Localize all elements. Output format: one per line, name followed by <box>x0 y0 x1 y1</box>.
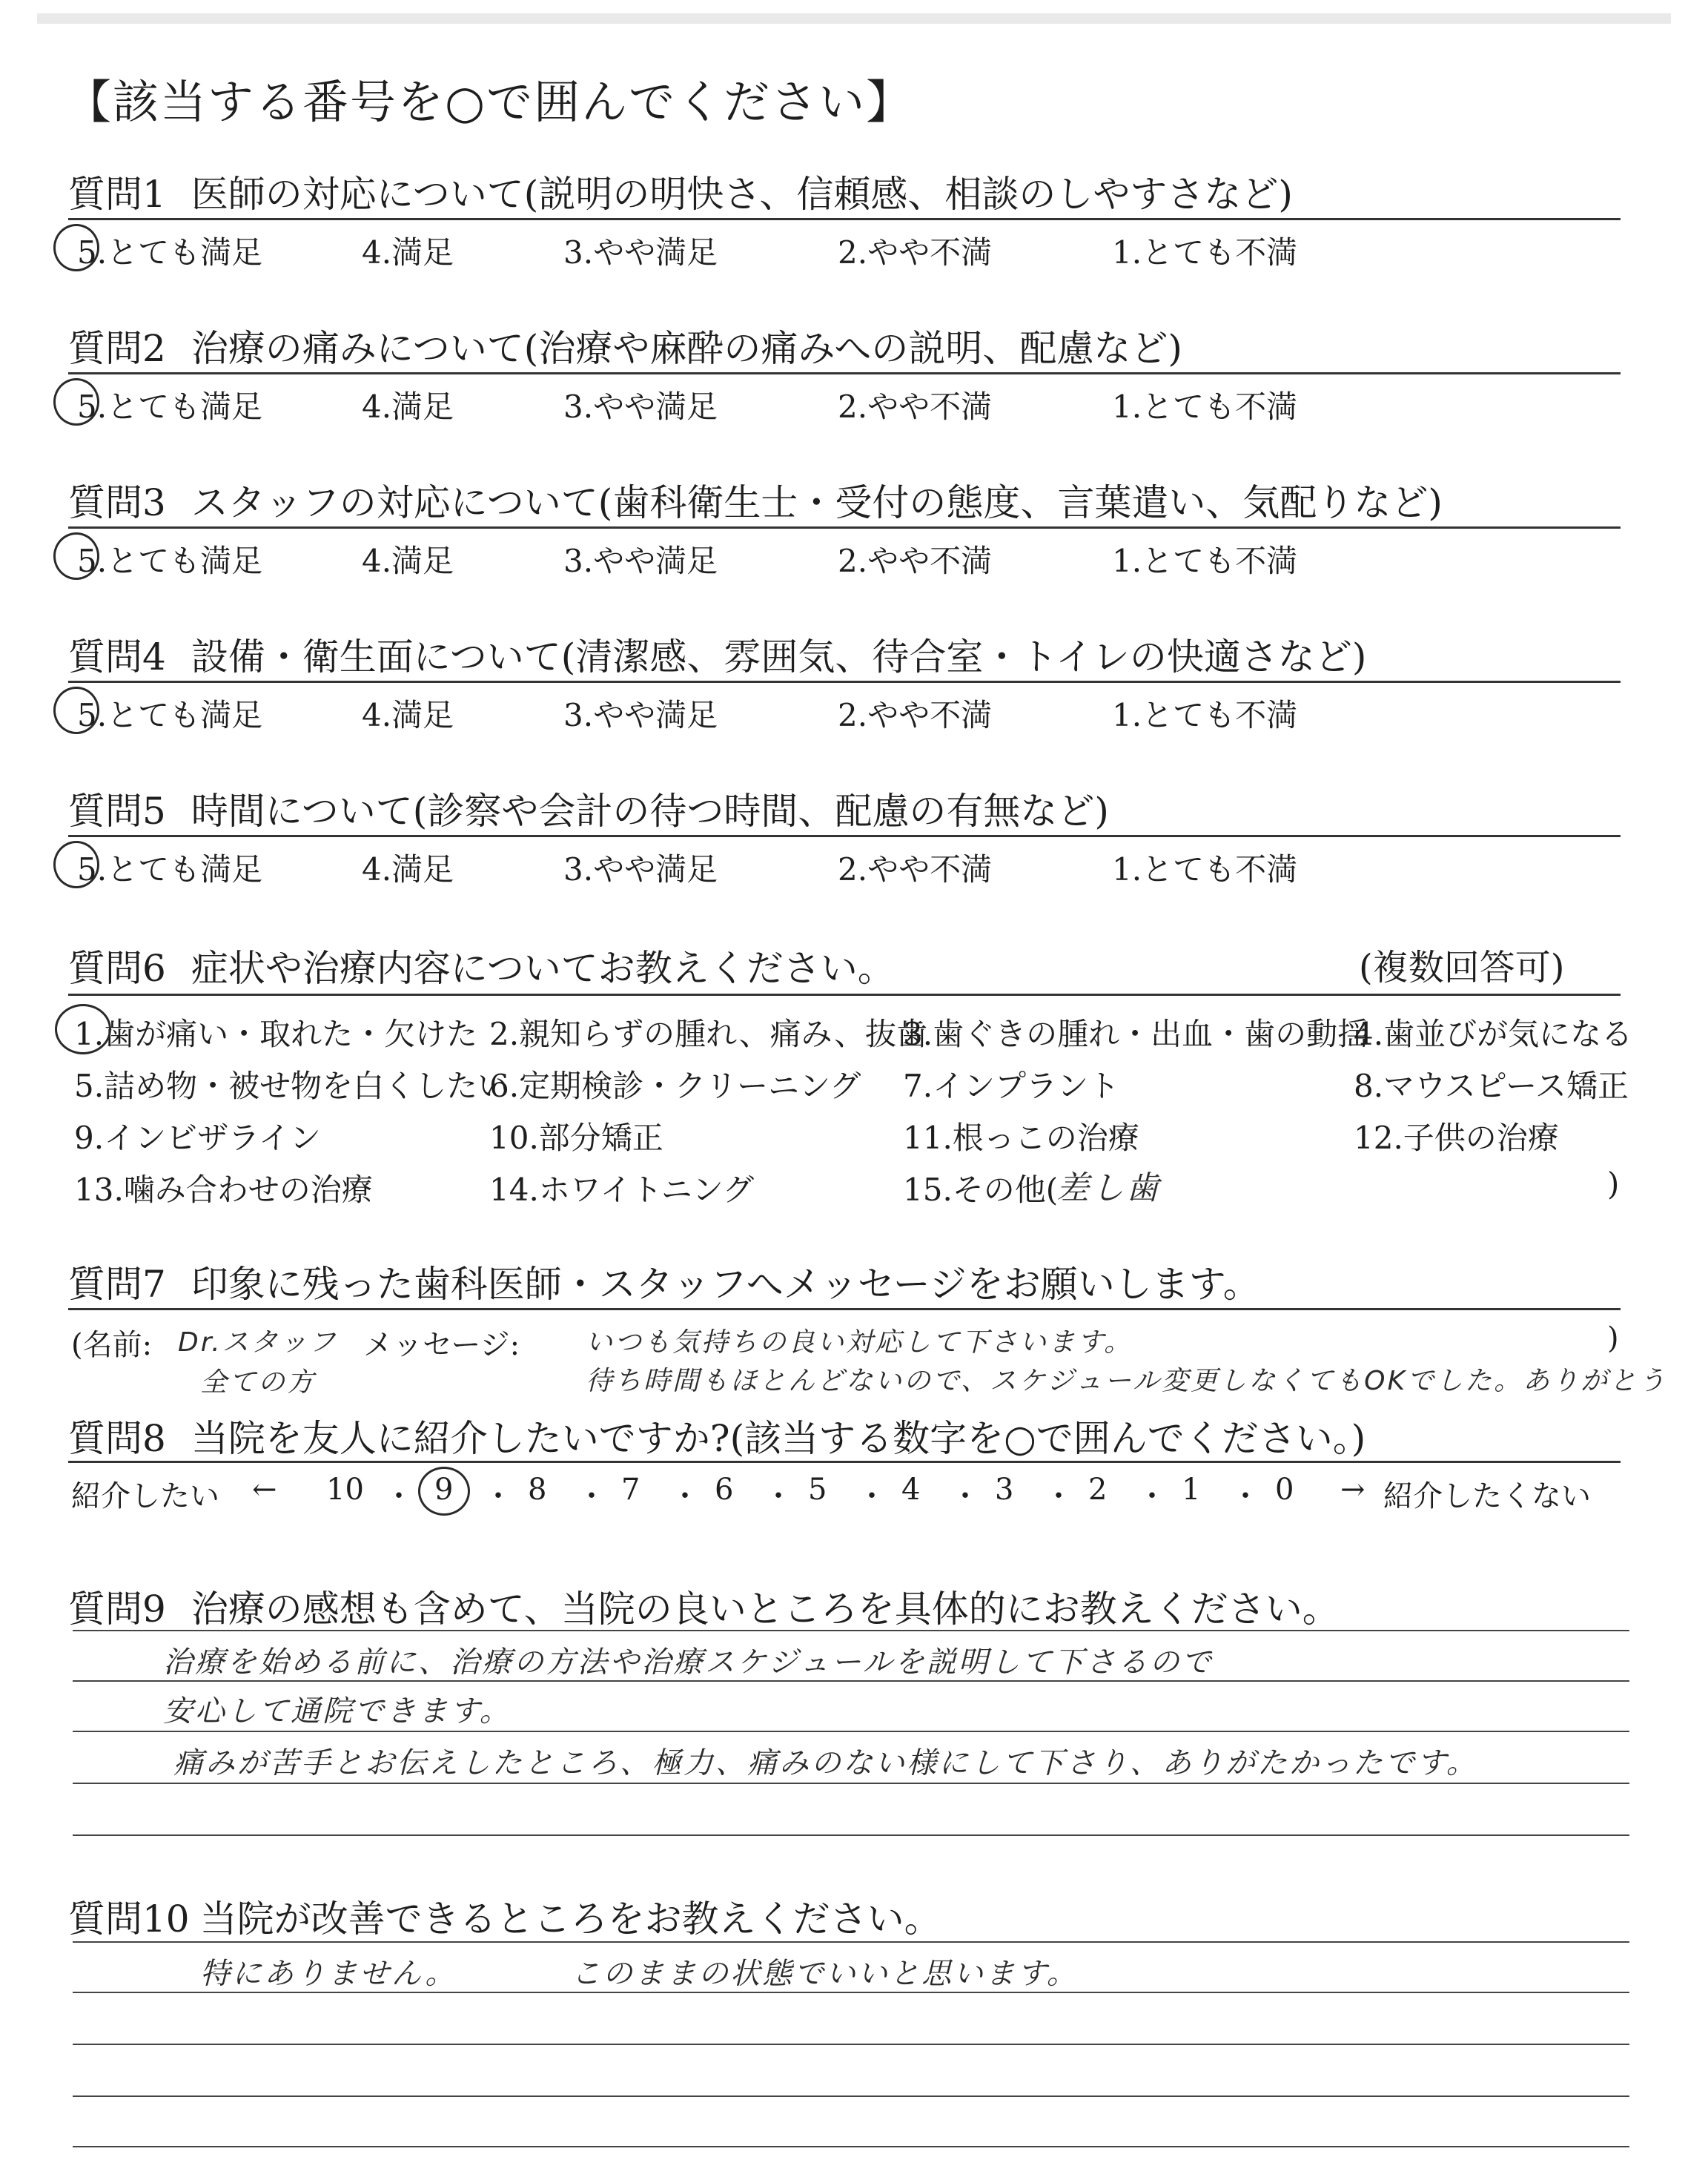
q4-answer-circle <box>53 687 99 734</box>
q3-option-4[interactable]: 4.満足 <box>362 543 454 579</box>
q6-option-2[interactable]: 2.親知らずの腫れ、痛み、抜歯 <box>489 1016 928 1052</box>
q1-number: 質問1 <box>68 173 166 216</box>
q6-other-close-paren: ) <box>1607 1166 1620 1202</box>
q6-option-14[interactable]: 14.ホワイトニング <box>489 1172 755 1208</box>
q8-scale-1[interactable]: 1 <box>1182 1473 1201 1507</box>
q6-answer-circle <box>55 1004 111 1054</box>
q4-option-3[interactable]: 3.やや満足 <box>563 697 718 733</box>
q5-title <box>68 782 1109 835</box>
q5-text: 時間について(診察や会計の待つ時間、配慮の有無など) <box>191 790 1109 833</box>
q9-line-4 <box>73 1783 1629 1784</box>
q6-option-8[interactable]: 8.マウスピース矯正 <box>1354 1068 1629 1104</box>
q7-close-paren: ) <box>1607 1321 1619 1355</box>
q8-scale-7[interactable]: 7 <box>621 1473 640 1507</box>
q3-title <box>68 473 1443 526</box>
q7-number: 質問7 <box>68 1263 166 1306</box>
q5-option-5[interactable]: 5.とても満足 <box>77 851 263 888</box>
q8-separator: ・ <box>857 1479 887 1513</box>
q8-separator: ・ <box>1137 1479 1167 1513</box>
q6-number: 質問6 <box>68 947 166 990</box>
q6-option-13[interactable]: 13.噛み合わせの治療 <box>74 1172 373 1208</box>
q8-scale-9[interactable]: 9 <box>434 1473 454 1507</box>
q1-answer-circle <box>53 224 99 271</box>
q8-left-label: 紹介したい <box>71 1479 219 1513</box>
q10-line-1 <box>73 1941 1629 1943</box>
q10-handwritten-1[interactable]: 特にありません。 <box>200 1957 457 1991</box>
q6-title <box>68 939 895 992</box>
q4-rule <box>68 681 1621 683</box>
q2-number: 質問2 <box>68 327 166 370</box>
q9-handwritten-2[interactable]: 安心して通院できます。 <box>163 1694 512 1728</box>
q3-option-5[interactable]: 5.とても満足 <box>77 543 263 579</box>
q7-name-label: (名前: <box>71 1328 153 1362</box>
q2-option-2[interactable]: 2.やや不満 <box>838 389 993 425</box>
q8-right-label: 紹介したくない <box>1383 1479 1591 1513</box>
q9-handwritten-3[interactable]: 痛みが苦手とお伝えしたところ、極力、痛みのない様にして下さり、ありがたかったです。 <box>173 1746 1478 1780</box>
q8-title <box>68 1409 1366 1462</box>
q1-option-4[interactable]: 4.満足 <box>362 234 454 271</box>
q2-answer-circle <box>53 378 99 426</box>
q8-scale-4[interactable]: 4 <box>901 1473 921 1507</box>
q2-option-4[interactable]: 4.満足 <box>362 389 454 425</box>
q2-option-3[interactable]: 3.やや満足 <box>563 389 718 425</box>
q8-separator: ・ <box>384 1479 414 1513</box>
q8-separator: ・ <box>670 1479 700 1513</box>
scan-edge-band <box>37 13 1671 24</box>
q7-text: 印象に残った歯科医師・スタッフへメッセージをお願いします。 <box>191 1263 1260 1306</box>
q6-option-1[interactable]: 1.歯が痛い・取れた・欠けた <box>74 1016 478 1052</box>
q9-line-3 <box>73 1731 1629 1732</box>
q8-answer-circle <box>418 1467 470 1516</box>
q7-message-label: メッセージ: <box>363 1328 520 1362</box>
q2-option-5[interactable]: 5.とても満足 <box>77 389 263 425</box>
q4-text: 設備・衛生面について(清潔感、雰囲気、待合室・トイレの快適さなど) <box>191 635 1367 678</box>
q4-option-4[interactable]: 4.満足 <box>362 697 454 733</box>
q8-scale-5[interactable]: 5 <box>808 1473 827 1507</box>
q4-title <box>68 627 1366 681</box>
q10-number: 質問10 <box>68 1898 190 1941</box>
q1-option-1[interactable]: 1.とても不満 <box>1112 234 1298 271</box>
q1-option-5[interactable]: 5.とても満足 <box>77 234 263 271</box>
q6-option-7[interactable]: 7.インプラント <box>903 1068 1120 1104</box>
q2-text: 治療の痛みについて(治療や麻酔の痛みへの説明、配慮など) <box>191 327 1182 370</box>
q8-right-arrow: → <box>1340 1473 1366 1507</box>
q10-line-4 <box>73 2095 1629 2097</box>
q10-line-3 <box>73 2044 1629 2045</box>
q8-rule <box>68 1461 1621 1463</box>
q4-number: 質問4 <box>68 635 166 678</box>
q8-separator: ・ <box>1231 1479 1260 1513</box>
q7-message-handwritten-1[interactable]: いつも気持ちの良い対応して下さいます。 <box>586 1327 1133 1358</box>
q6-option-15[interactable]: 15.その他( <box>903 1172 1059 1208</box>
q2-option-1[interactable]: 1.とても不満 <box>1112 389 1298 425</box>
q3-answer-circle <box>53 532 99 580</box>
q7-name-handwritten-1[interactable]: Dr.スタッフ <box>178 1327 338 1358</box>
q10-text: 当院が改善できるところをお教えください。 <box>199 1898 941 1941</box>
instruction-heading: 【該当する番号を○で囲んでください】 <box>65 75 914 129</box>
q6-option-11[interactable]: 11.根っこの治療 <box>903 1120 1139 1156</box>
q6-option-9[interactable]: 9.インビザライン <box>74 1120 321 1156</box>
q3-option-2[interactable]: 2.やや不満 <box>838 543 993 579</box>
q8-scale-3[interactable]: 3 <box>995 1473 1014 1507</box>
q5-rule <box>68 835 1621 837</box>
q9-line-5 <box>73 1834 1629 1836</box>
q8-separator: ・ <box>950 1479 980 1513</box>
q7-rule <box>68 1308 1621 1310</box>
q3-option-1[interactable]: 1.とても不満 <box>1112 543 1298 579</box>
q1-rule <box>68 218 1621 220</box>
q5-number: 質問5 <box>68 790 166 833</box>
q8-separator: ・ <box>1044 1479 1073 1513</box>
q6-option-4[interactable]: 4.歯並びが気になる <box>1354 1016 1633 1052</box>
q8-separator: ・ <box>577 1479 606 1513</box>
q7-message-handwritten-2[interactable]: 待ち時間もほとんどないので、スケジュール変更しなくてもOKでした。ありがとう <box>586 1366 1668 1396</box>
q10-title <box>68 1889 941 1943</box>
q6-option-3[interactable]: 3.歯ぐきの腫れ・出血・歯の動揺 <box>903 1016 1369 1052</box>
q8-text: 当院を友人に紹介したいですか?(該当する数字を○で囲んでください。) <box>191 1417 1366 1460</box>
q1-option-3[interactable]: 3.やや満足 <box>563 234 718 271</box>
q8-scale-10[interactable]: 10 <box>326 1473 364 1507</box>
q4-option-1[interactable]: 1.とても不満 <box>1112 697 1298 733</box>
q8-separator: ・ <box>764 1479 793 1513</box>
q6-option-6[interactable]: 6.定期検診・クリーニング <box>489 1068 861 1104</box>
q6-other-handwritten: 差し歯 <box>1056 1169 1161 1207</box>
q1-option-2[interactable]: 2.やや不満 <box>838 234 993 271</box>
q8-scale-0[interactable]: 0 <box>1275 1473 1294 1507</box>
q6-option-5[interactable]: 5.詰め物・被せ物を白くしたい <box>74 1068 509 1104</box>
q6-rule <box>68 994 1621 996</box>
q5-option-3[interactable]: 3.やや満足 <box>563 851 718 888</box>
q9-title <box>68 1579 1340 1633</box>
q4-option-5[interactable]: 5.とても満足 <box>77 697 263 733</box>
q8-scale-8[interactable]: 8 <box>528 1473 547 1507</box>
q9-number: 質問9 <box>68 1588 166 1631</box>
q7-name-handwritten-2[interactable]: 全ての方 <box>200 1367 317 1398</box>
q9-handwritten-1[interactable]: 治療を始める前に、治療の方法や治療スケジュールを説明して下さるので <box>163 1645 1214 1680</box>
q6-option-10[interactable]: 10.部分矯正 <box>489 1120 663 1156</box>
q2-rule <box>68 372 1621 374</box>
q8-left-arrow: ← <box>252 1473 277 1507</box>
q7-title <box>68 1255 1260 1308</box>
q1-text: 医師の対応について(説明の明快さ、信頼感、相談のしやすさなど) <box>191 173 1293 216</box>
q10-line-5 <box>73 2146 1629 2147</box>
q8-scale-2[interactable]: 2 <box>1088 1473 1108 1507</box>
q9-text: 治療の感想も含めて、当院の良いところを具体的にお教えください。 <box>191 1588 1340 1631</box>
q5-option-1[interactable]: 1.とても不満 <box>1112 851 1298 888</box>
q8-number: 質問8 <box>68 1417 166 1460</box>
q10-handwritten-2[interactable]: このままの状態でいいと思います。 <box>571 1957 1079 1991</box>
q5-option-2[interactable]: 2.やや不満 <box>838 851 993 888</box>
q3-rule <box>68 526 1621 529</box>
q3-text: スタッフの対応について(歯科衛生士・受付の態度、言葉遣い、気配りなど) <box>191 481 1443 524</box>
q9-line-1 <box>73 1630 1629 1631</box>
q6-multi-note: (複数回答可) <box>1359 947 1565 988</box>
q3-option-3[interactable]: 3.やや満足 <box>563 543 718 579</box>
q8-separator: ・ <box>483 1479 513 1513</box>
q5-option-4[interactable]: 4.満足 <box>362 851 454 888</box>
q6-option-12[interactable]: 12.子供の治療 <box>1354 1120 1559 1156</box>
q5-answer-circle <box>53 841 99 888</box>
q6-text: 症状や治療内容についてお教えください。 <box>191 947 895 990</box>
q8-scale-6[interactable]: 6 <box>715 1473 734 1507</box>
q1-title <box>68 165 1293 218</box>
q3-number: 質問3 <box>68 481 166 524</box>
q4-option-2[interactable]: 2.やや不満 <box>838 697 993 733</box>
q2-title <box>68 319 1182 372</box>
